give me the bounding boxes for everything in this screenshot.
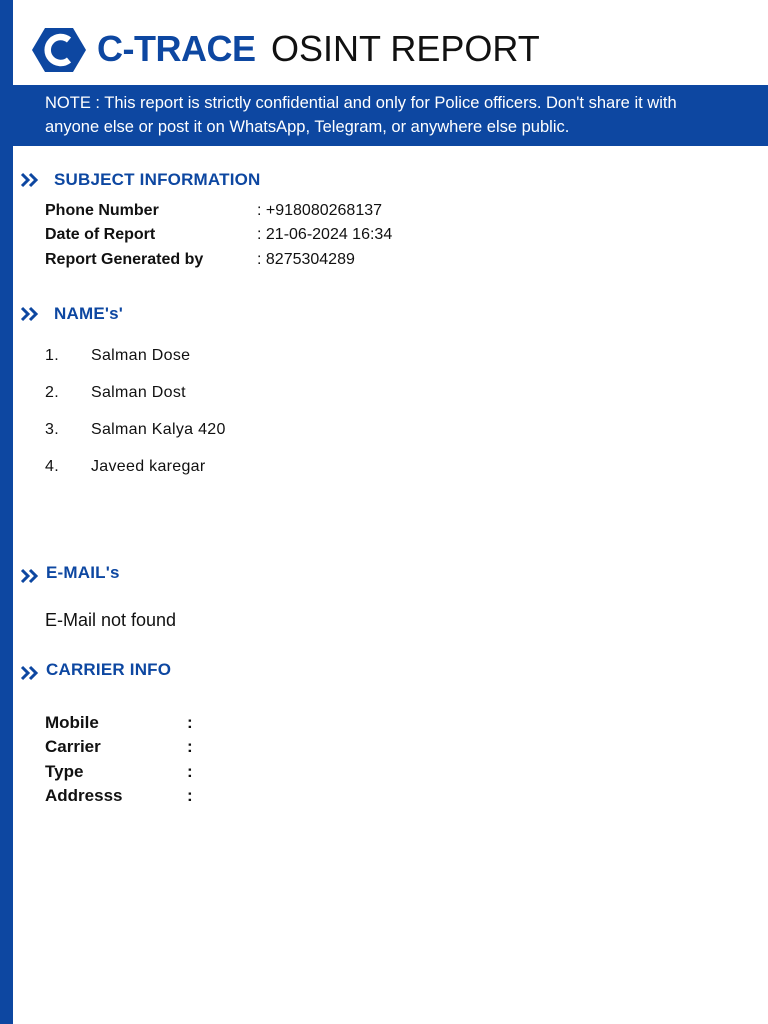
- names-section-heading: [20, 304, 123, 324]
- list-number: 3.: [45, 421, 59, 438]
- double-chevron-icon: [20, 170, 40, 190]
- list-item: [45, 344, 190, 368]
- double-chevron-icon: [20, 663, 40, 683]
- row-label: Type: [45, 762, 84, 781]
- subject-row: [45, 248, 355, 272]
- carrier-row: [45, 711, 193, 735]
- row-value: : +918080268137: [257, 202, 383, 219]
- row-value: : 8275304289: [257, 251, 355, 268]
- subject-row: [45, 199, 382, 223]
- row-label: Phone Number: [45, 202, 159, 219]
- emails-section-heading: [20, 560, 120, 586]
- section-title: SUBJECT INFORMATION: [54, 170, 261, 189]
- double-chevron-icon: [20, 304, 40, 324]
- subject-row: [45, 223, 392, 247]
- row-label: Mobile: [45, 713, 99, 732]
- list-name: Salman Dost: [91, 384, 186, 401]
- carrier-section-heading: [20, 657, 171, 683]
- list-name: Javeed karegar: [91, 458, 206, 475]
- section-title: CARRIER INFO: [46, 660, 172, 679]
- left-accent-bar: [0, 0, 13, 1024]
- carrier-row: [45, 760, 193, 784]
- report-header: [13, 0, 768, 85]
- list-number: 1.: [45, 347, 59, 364]
- section-title: NAME's': [54, 304, 123, 323]
- row-value: :: [187, 713, 193, 732]
- confidential-note: NOTE : This report is strictly confidential and only for Police officers. Don't share it with anyone else or post it on WhatsApp, Telegram, or anywhere else public.: [13, 85, 768, 146]
- row-label: Date of Report: [45, 226, 156, 243]
- list-item: [45, 418, 226, 442]
- row-value: :: [187, 737, 193, 756]
- list-name: Salman Dose: [91, 347, 191, 364]
- double-chevron-icon: [20, 566, 40, 586]
- row-label: Carrier: [45, 737, 101, 756]
- brand-name: C-TRACE: [97, 28, 256, 69]
- list-number: 2.: [45, 384, 59, 401]
- section-title: E-MAIL's: [46, 563, 120, 582]
- list-number: 4.: [45, 458, 59, 475]
- list-name: Salman Kalya 420: [91, 421, 226, 438]
- report-title: OSINT REPORT: [271, 28, 540, 69]
- row-value: :: [187, 786, 193, 805]
- row-value: :: [187, 762, 193, 781]
- carrier-row: [45, 784, 193, 808]
- email-empty-text: E-Mail not found: [45, 610, 177, 630]
- list-item: [45, 455, 206, 479]
- subject-section-heading: [20, 170, 261, 190]
- row-label: Addresss: [45, 786, 123, 805]
- row-value: : 21-06-2024 16:34: [257, 226, 393, 243]
- carrier-row: [45, 735, 193, 759]
- c-trace-logo-icon: [31, 26, 87, 74]
- row-label: Report Generated by: [45, 251, 204, 268]
- list-item: [45, 381, 186, 405]
